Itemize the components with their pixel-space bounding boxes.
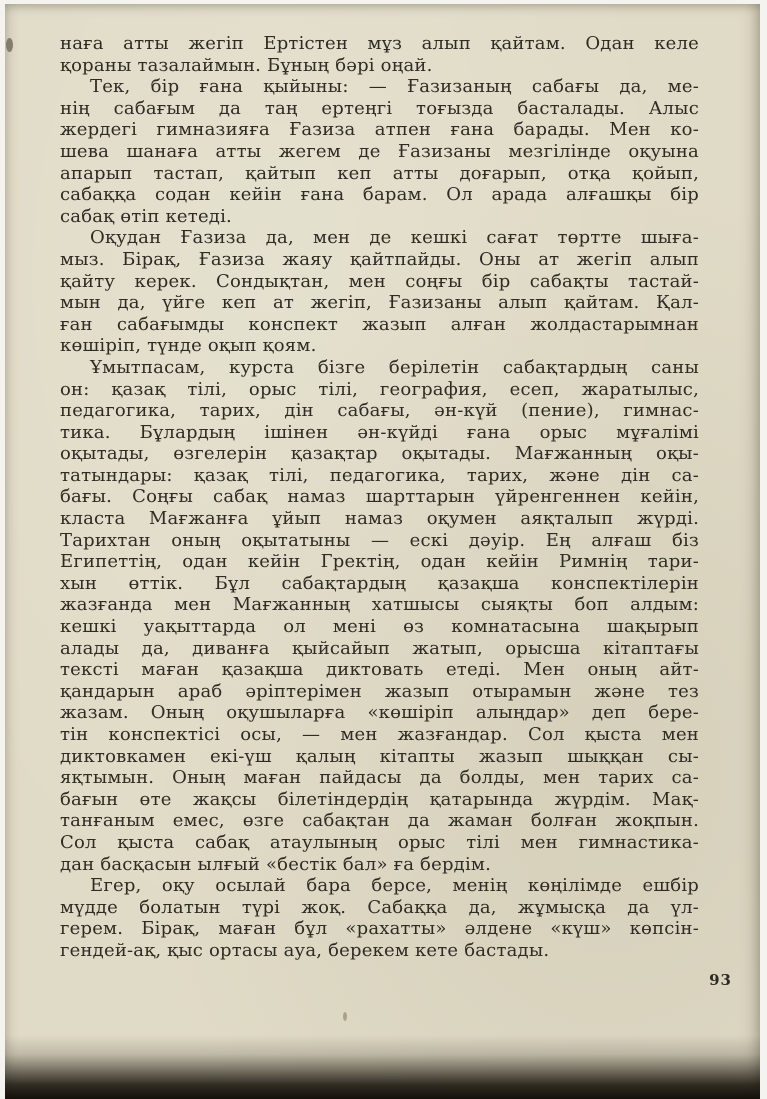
text-line: жердегі гимназияға Ғазиза атпен ғана барады. Мен ко- [60, 119, 699, 141]
text-line: дан басқасын ылғый «бестік бал» ға бердім. [60, 853, 492, 875]
page-number: 93 [709, 971, 732, 989]
book-page [5, 4, 760, 1099]
text-line: қайту керек. Сондықтан, мен соңғы бір сабақты тастай- [60, 270, 699, 292]
text-line: яқтымын. Оның маған пайдасы да болды, мен тарих са- [60, 767, 699, 789]
text-line: апарып тастап, қайтып кеп атты доғарып, отқа қойып, [60, 162, 699, 184]
paragraph [60, 357, 699, 875]
text-line: гендей-ақ, қыс ортасы ауа, берекем кете бастады. [60, 939, 550, 961]
paragraph [60, 76, 699, 227]
text-line: наға атты жегіп Ертістен мұз алып қайтам. Одан келе [60, 33, 699, 54]
text-line: сабаққа содан кейін ғана барам. Ол арада алғашқы бір [60, 184, 699, 206]
text-line: он: қазақ тілі, орыс тілі, география, есеп, жаратылыс, [60, 378, 699, 400]
scan-speck [6, 38, 13, 52]
text-line: татындары: қазақ тілі, педагогика, тарих, және дін са- [60, 464, 699, 486]
text-line: тін конспектісі осы, — мен жазғандар. Сол қыста мен [60, 724, 699, 745]
text-line: кешкі уақыттарда ол мені өз комнатасына шақырып [60, 616, 699, 638]
paragraph [60, 33, 699, 76]
page-text [60, 33, 699, 962]
text-line: тика. Бұлардың ішінен ән-күйді ғана орыс мұғалімі [60, 421, 699, 443]
text-line: танғаным емес, өзге сабақтан да жаман болған жоқпын. [60, 810, 699, 832]
text-line: алады да, диванға қыйсайып жатып, орысша кітаптағы [60, 637, 699, 659]
text-line: класта Мағжанға ұйып намаз оқумен аяқталып жүрді. [60, 508, 699, 530]
paragraph [60, 875, 699, 961]
text-line: Тарихтан оның оқытатыны — ескі дәуір. Ең алғаш біз [60, 529, 699, 551]
text-line: герем. Бірақ, маған бұл «рахатты» әлдене «күш» көпсін- [60, 918, 699, 940]
text-line: Египеттің, одан кейін Гректің, одан кейін Римнің тари- [60, 551, 699, 573]
text-line: хын өттік. Бұл сабақтардың қазақша конспектілерін [60, 572, 699, 594]
text-line: оқытады, өзгелерін қазақтар оқытады. Мағжанның оқы- [60, 443, 699, 465]
text-line: Сол қыста сабақ атаулының орыс тілі мен гимнастика- [60, 831, 699, 853]
text-line: қораны тазалаймын. Бұның бәрі оңай. [60, 54, 433, 76]
text-line: мыз. Бірақ, Ғазиза жаяу қайтпайды. Оны ат жегіп алып [60, 248, 699, 270]
text-line: сабақ өтіп кетеді. [60, 205, 232, 227]
text-line: диктовкамен екі-үш қалың кітапты жазып шыққан сы- [60, 745, 699, 767]
text-line: бағы. Соңғы сабақ намаз шарттарын үйренгеннен кейін, [60, 486, 699, 508]
text-line: бағын өте жақсы білетіндердің қатарында жүрдім. Мақ- [60, 788, 699, 810]
scan-mark [343, 1012, 347, 1021]
text-line: нің сабағым да таң ертеңгі тоғызда басталады. Алыс [60, 97, 699, 119]
paragraph [60, 227, 699, 357]
text-line: мын да, үйге кеп ат жегіп, Ғазизаны алып қайтам. Қал- [60, 292, 699, 314]
text-line: қандарын араб әріптерімен жазып отырамын және тез [60, 680, 699, 702]
text-line: Ұмытпасам, курста бізге берілетін сабақтардың саны [90, 356, 699, 378]
text-line: Егер, оқу осылай бара берсе, менің көңілімде ешбір [90, 875, 699, 897]
text-line: Оқудан Ғазиза да, мен де кешкі сағат төртте шыға- [90, 227, 699, 249]
text-line: көшіріп, түнде оқып қоям. [60, 335, 317, 357]
text-line: педагогика, тарих, дін сабағы, ән-күй (пение), гимнас- [60, 400, 699, 422]
text-line: мүдде болатын түрі жоқ. Сабаққа да, жұмысқа да үл- [60, 896, 699, 918]
scan-bottom-shadow [5, 1035, 760, 1099]
text-line: шева шанаға атты жегем де Ғазизаны мезгілінде оқуына [60, 140, 699, 162]
text-line: ған сабағымды конспект жазып алған жолдастарымнан [60, 313, 699, 335]
text-line: жазғанда мен Мағжанның хатшысы сыяқты боп алдым: [60, 594, 699, 616]
text-line: жазам. Оның оқушыларға «көшіріп алыңдар» деп бере- [60, 702, 699, 724]
text-line: тексті маған қазақша диктовать етеді. Мен оның айт- [60, 659, 699, 681]
text-line: Тек, бір ғана қыйыны: — Ғазизаның сабағы да, ме- [90, 76, 699, 98]
